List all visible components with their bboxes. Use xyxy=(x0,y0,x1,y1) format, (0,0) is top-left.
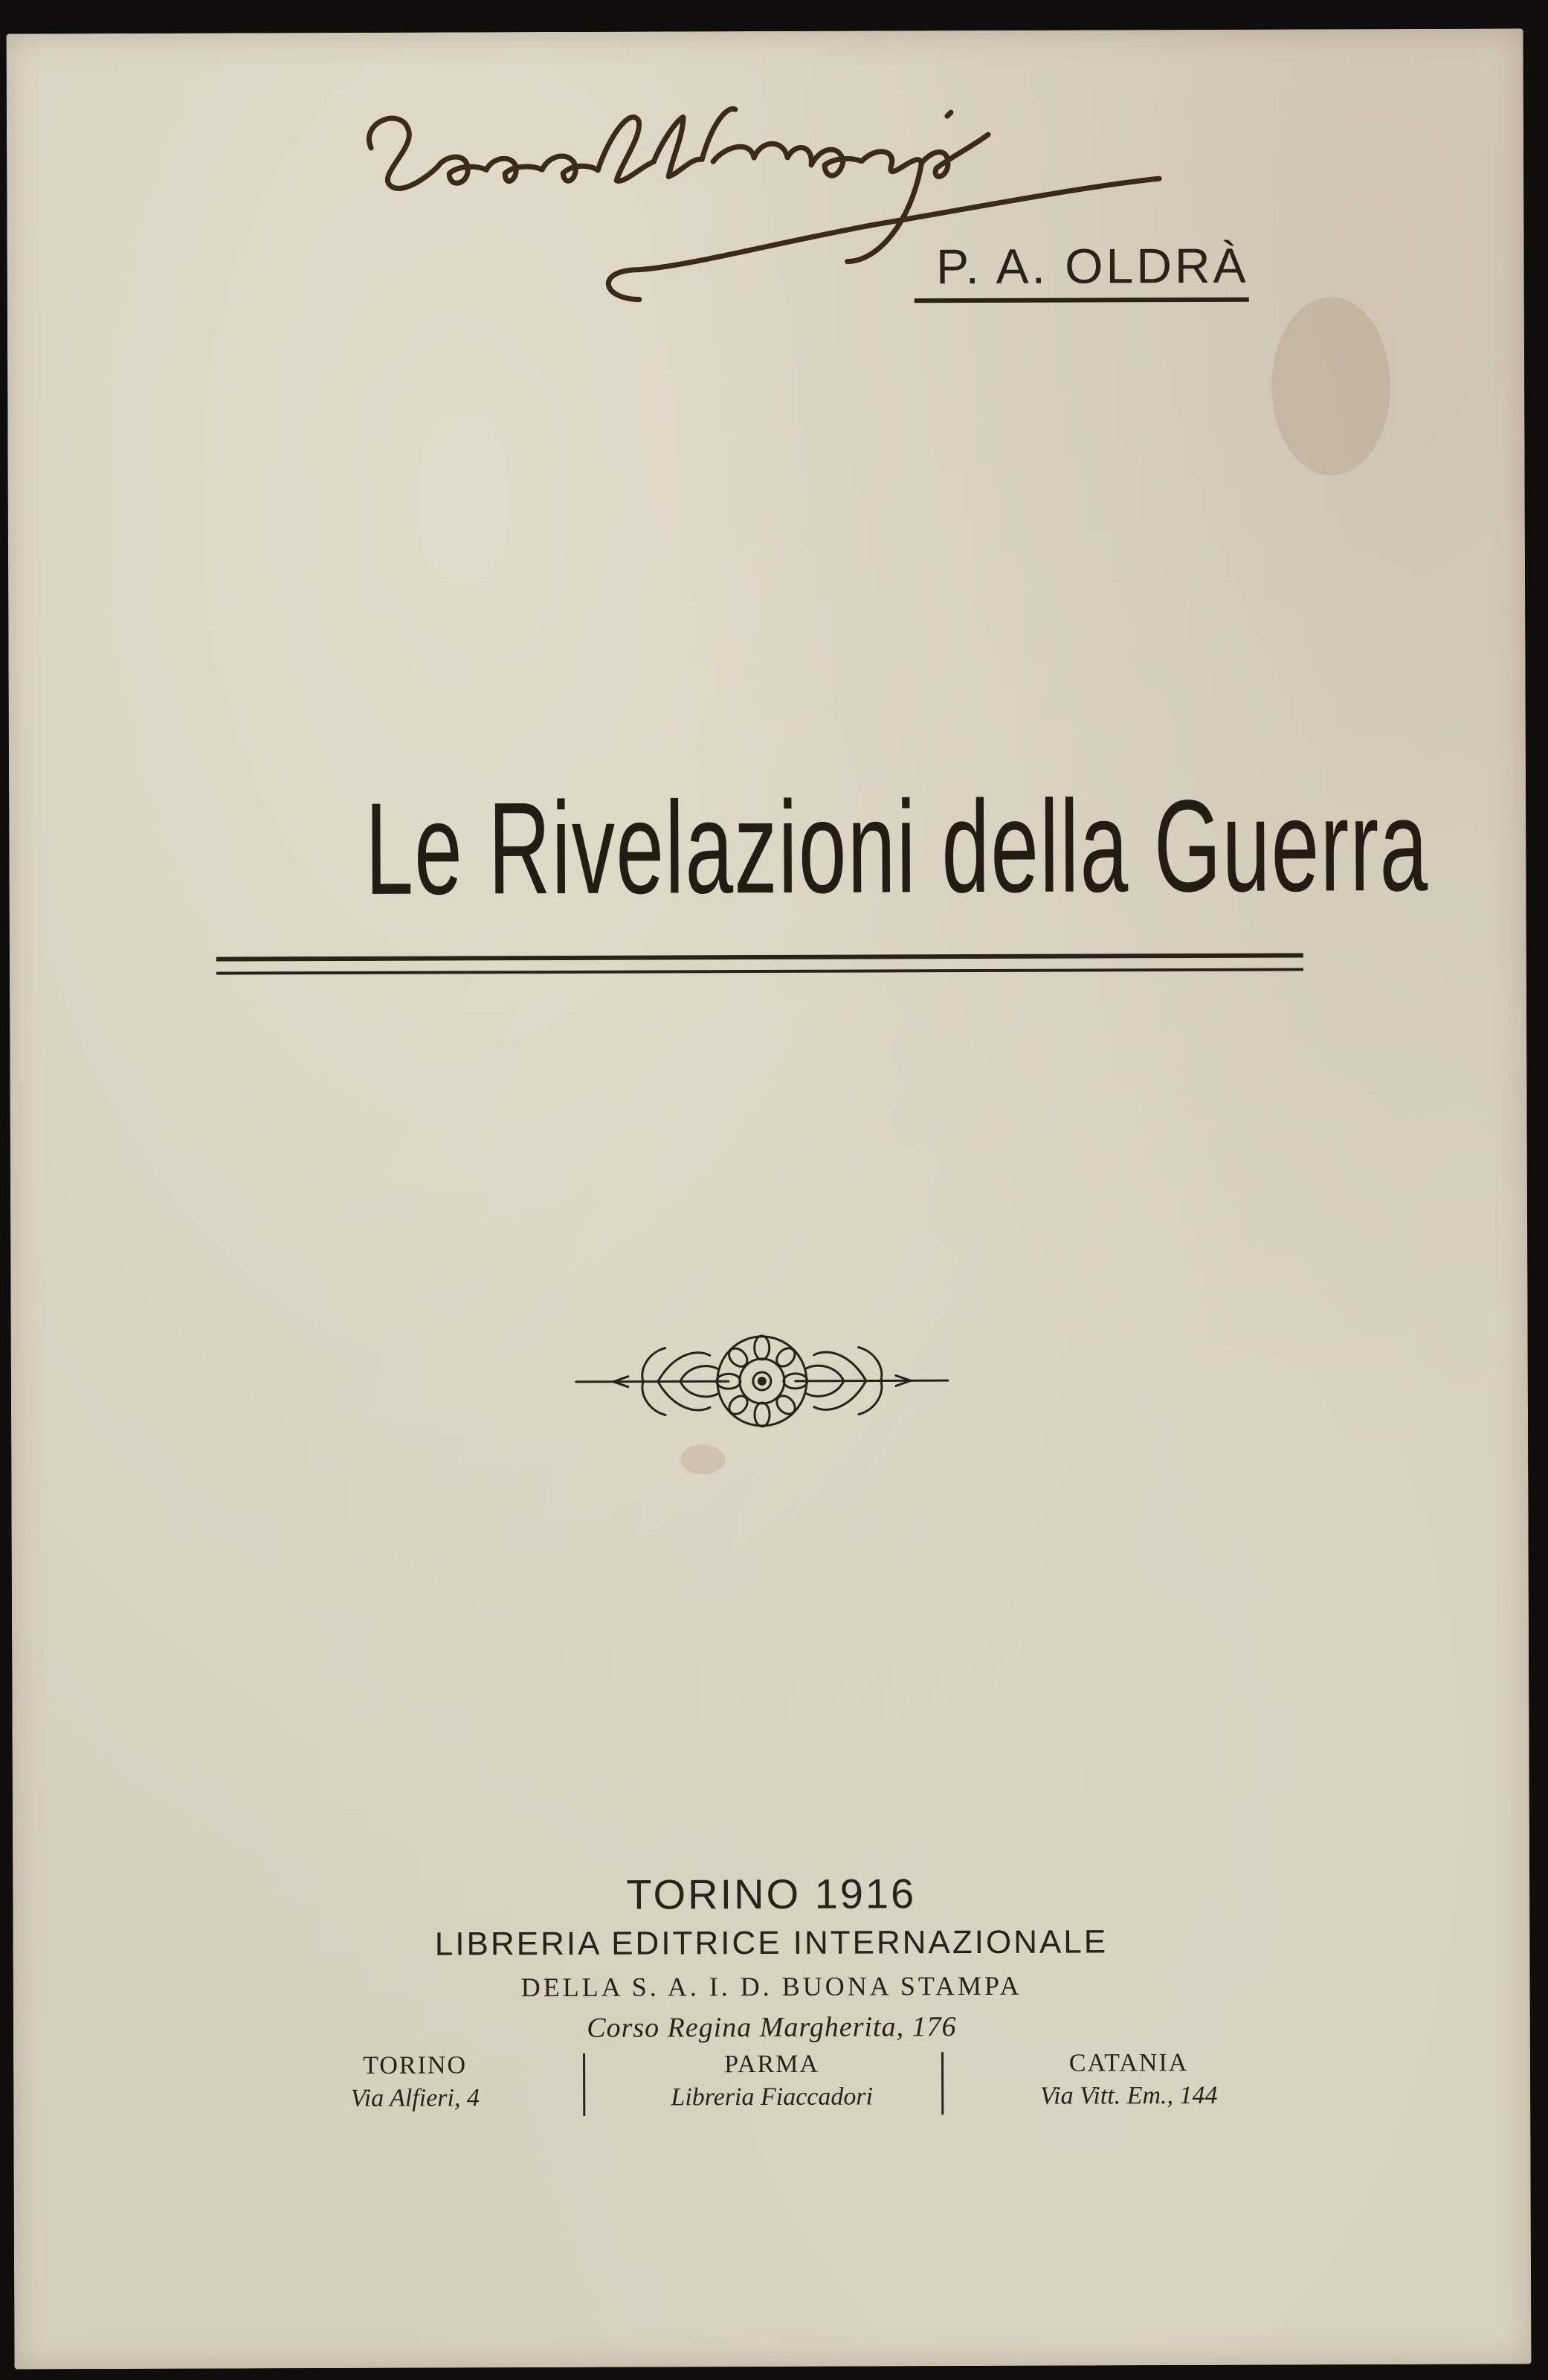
branch-city: TORINO xyxy=(363,2051,468,2080)
imprint-address: Corso Regina Margherita, 176 xyxy=(587,2011,957,2044)
book-cover xyxy=(7,28,1532,2369)
branch-list xyxy=(236,2046,1307,2132)
imprint-city-year: TORINO 1916 xyxy=(626,1870,917,1918)
branch-divider xyxy=(583,2053,585,2116)
title-rule-thick xyxy=(216,953,1303,961)
paper-stain xyxy=(1271,297,1391,476)
branch-street: Via Vitt. Em., 144 xyxy=(1039,2081,1218,2110)
author-name: P. A. OLDRÀ xyxy=(915,241,1249,303)
handwritten-signature xyxy=(356,74,1249,345)
imprint-publisher: LIBRERIA EDITRICE INTERNAZIONALE xyxy=(434,1923,1109,1963)
book-title: Le Rivelazioni della Guerra xyxy=(364,772,1429,922)
branch-torino xyxy=(236,2049,593,2116)
title-rule-thin xyxy=(216,968,1303,974)
branch-city: CATANIA xyxy=(1068,2049,1189,2077)
branch-parma xyxy=(593,2048,950,2114)
branch-street: Via Alfieri, 4 xyxy=(350,2084,480,2112)
imprint-society: DELLA S. A. I. D. BUONA STAMPA xyxy=(520,1970,1022,2003)
floral-ornament-icon xyxy=(569,1325,956,1438)
branch-divider xyxy=(941,2052,944,2114)
branch-street: Libreria Fiaccadori xyxy=(671,2082,874,2112)
branch-catania xyxy=(950,2046,1307,2113)
branch-city: PARMA xyxy=(724,2050,820,2079)
paper-stain xyxy=(680,1444,725,1474)
